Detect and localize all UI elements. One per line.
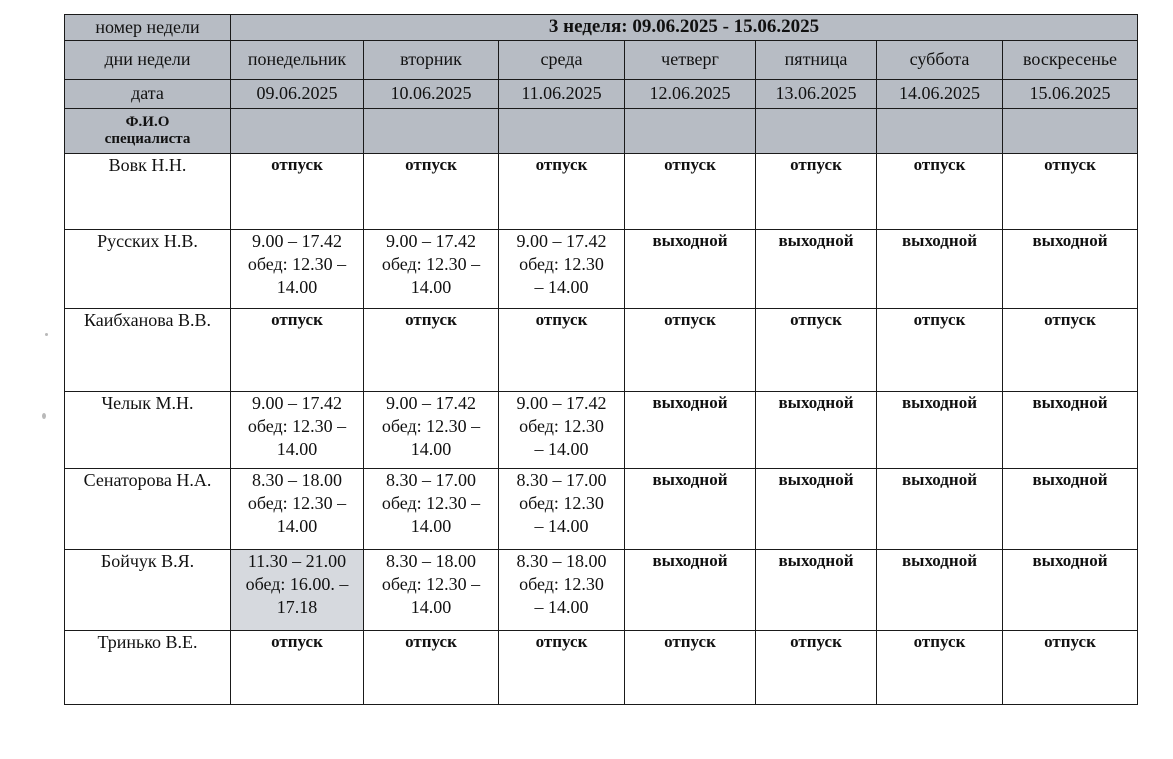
schedule-cell	[231, 469, 364, 550]
fio-label-line: специалиста	[104, 131, 191, 147]
day-header: пятница	[756, 41, 877, 80]
schedule-cell	[499, 631, 625, 705]
schedule-cell-line: 9.00 – 17.42	[252, 231, 342, 251]
schedule-cell	[625, 309, 756, 392]
schedule-cell-line: 9.00 – 17.42	[252, 393, 342, 413]
schedule-cell-line: выходной	[652, 231, 728, 250]
fio-empty-cell	[625, 109, 756, 154]
schedule-cell	[231, 230, 364, 309]
date-label: дата	[65, 80, 231, 109]
employee-name: Тринько В.Е.	[65, 631, 231, 705]
schedule-cell-line: 8.30 – 18.00	[386, 551, 476, 571]
schedule-cell-line: обед: 12.30 –	[247, 493, 347, 514]
schedule-cell	[625, 230, 756, 309]
day-header: воскресенье	[1003, 41, 1138, 80]
schedule-cell-line: отпуск	[790, 155, 842, 174]
schedule-cell-line: обед: 12.30	[519, 493, 604, 514]
schedule-cell	[364, 631, 499, 705]
schedule-cell-line: 11.30 – 21.00	[247, 551, 347, 571]
schedule-cell-line: 8.30 – 18.00	[516, 551, 607, 571]
schedule-cell	[499, 550, 625, 631]
schedule-cell	[364, 230, 499, 309]
schedule-cell	[1003, 309, 1138, 392]
schedule-cell	[231, 550, 364, 631]
days-row	[65, 41, 1138, 80]
schedule-cell-line: обед: 12.30 –	[247, 416, 347, 437]
schedule-cell	[877, 309, 1003, 392]
schedule-cell	[231, 631, 364, 705]
schedule-cell	[625, 392, 756, 469]
schedule-cell-line: 14.00	[410, 277, 452, 298]
schedule-cell	[364, 469, 499, 550]
employee-name: Русских Н.В.	[65, 230, 231, 309]
schedule-cell	[1003, 550, 1138, 631]
scan-speck-1	[45, 333, 48, 336]
schedule-cell	[364, 309, 499, 392]
employee-row	[65, 154, 1138, 230]
schedule-cell	[1003, 392, 1138, 469]
schedule-cell-line: выходной	[1032, 551, 1108, 570]
dates-row	[65, 80, 1138, 109]
schedule-cell	[877, 550, 1003, 631]
schedule-cell-line: обед: 12.30 –	[381, 254, 481, 275]
duty-schedule-table	[64, 14, 1138, 705]
schedule-cell-line: выходной	[652, 470, 728, 489]
employee-row	[65, 309, 1138, 392]
schedule-cell-line: отпуск	[790, 310, 842, 329]
schedule-cell	[756, 309, 877, 392]
employee-row	[65, 550, 1138, 631]
schedule-cell-line: обед: 12.30 –	[381, 574, 481, 595]
schedule-cell-line: выходной	[778, 231, 854, 250]
week-title: 3 неделя: 09.06.2025 - 15.06.2025	[231, 15, 1138, 41]
week-label: номер недели	[65, 15, 231, 41]
schedule-cell-line: обед: 12.30 –	[381, 416, 481, 437]
schedule-cell-line: 9.00 – 17.42	[516, 231, 607, 251]
day-header: суббота	[877, 41, 1003, 80]
schedule-cell-line: отпуск	[913, 310, 966, 329]
schedule-cell-line: выходной	[1032, 393, 1108, 412]
schedule-cell	[231, 309, 364, 392]
schedule-cell	[364, 550, 499, 631]
schedule-cell-line: отпуск	[1044, 632, 1096, 651]
schedule-cell-line: выходной	[652, 393, 728, 412]
schedule-cell	[1003, 469, 1138, 550]
schedule-cell	[499, 154, 625, 230]
schedule-cell-line: выходной	[652, 551, 728, 570]
schedule-cell-line: 8.30 – 17.00	[516, 470, 607, 490]
date-header: 09.06.2025	[231, 80, 364, 109]
schedule-cell	[877, 631, 1003, 705]
schedule-cell	[877, 392, 1003, 469]
schedule-cell-line: 14.00	[410, 516, 452, 537]
schedule-cell-line: отпуск	[1044, 310, 1096, 329]
schedule-cell	[499, 469, 625, 550]
days-label: дни недели	[65, 41, 231, 80]
date-header: 11.06.2025	[499, 80, 625, 109]
employee-name: Челык М.Н.	[65, 392, 231, 469]
schedule-cell-line: обед: 12.30	[519, 416, 604, 437]
schedule-cell-line: выходной	[778, 393, 854, 412]
fio-empty-cell	[231, 109, 364, 154]
schedule-cell-line: – 14.00	[534, 277, 589, 298]
fio-empty-cell	[877, 109, 1003, 154]
schedule-cell	[499, 392, 625, 469]
employee-row	[65, 230, 1138, 309]
schedule-cell	[1003, 230, 1138, 309]
schedule-cell-line: обед: 12.30 –	[247, 254, 347, 275]
schedule-cell-line: отпуск	[664, 310, 716, 329]
schedule-cell-line: отпуск	[535, 632, 588, 651]
schedule-cell	[625, 154, 756, 230]
schedule-cell-line: отпуск	[271, 155, 323, 174]
schedule-cell	[231, 392, 364, 469]
schedule-cell	[364, 392, 499, 469]
schedule-cell	[756, 631, 877, 705]
schedule-cell	[877, 154, 1003, 230]
schedule-cell-line: 9.00 – 17.42	[516, 393, 607, 413]
employee-name: Вовк Н.Н.	[65, 154, 231, 230]
employee-row	[65, 631, 1138, 705]
employee-row	[65, 392, 1138, 469]
schedule-cell	[756, 154, 877, 230]
schedule-cell-line: обед: 16.00. –	[245, 574, 349, 595]
schedule-cell-line: отпуск	[405, 632, 457, 651]
schedule-cell-line: отпуск	[535, 310, 588, 329]
schedule-cell-line: обед: 12.30 –	[381, 493, 481, 514]
schedule-cell	[1003, 154, 1138, 230]
schedule-cell	[499, 230, 625, 309]
schedule-cell-line: отпуск	[271, 310, 323, 329]
day-header: среда	[499, 41, 625, 80]
date-header: 10.06.2025	[364, 80, 499, 109]
day-header: вторник	[364, 41, 499, 80]
week-row	[65, 15, 1138, 41]
schedule-cell-line: выходной	[778, 470, 854, 489]
schedule-cell	[364, 154, 499, 230]
schedule-cell	[231, 154, 364, 230]
fio-header-row	[65, 109, 1138, 154]
schedule-cell-line: обед: 12.30	[519, 574, 604, 595]
schedule-cell-line: 9.00 – 17.42	[386, 393, 476, 413]
schedule-cell-line: обед: 12.30	[519, 254, 604, 275]
day-header: понедельник	[231, 41, 364, 80]
schedule-cell-line: – 14.00	[534, 597, 589, 618]
date-header: 15.06.2025	[1003, 80, 1138, 109]
schedule-cell	[625, 469, 756, 550]
schedule-cell	[625, 631, 756, 705]
schedule-cell-line: отпуск	[271, 632, 323, 651]
schedule-cell-line: отпуск	[664, 632, 716, 651]
schedule-cell-line: отпуск	[405, 155, 457, 174]
employee-name: Каибханова В.В.	[65, 309, 231, 392]
schedule-cell	[1003, 631, 1138, 705]
fio-empty-cell	[499, 109, 625, 154]
schedule-cell-line: выходной	[901, 231, 977, 250]
schedule-cell-line: выходной	[1032, 231, 1108, 250]
schedule-cell-line: отпуск	[1044, 155, 1096, 174]
fio-empty-cell	[364, 109, 499, 154]
schedule-cell-line: 14.00	[410, 597, 452, 618]
employee-name: Бойчук В.Я.	[65, 550, 231, 631]
schedule-cell-line: – 14.00	[534, 516, 589, 537]
schedule-cell-line: отпуск	[913, 155, 966, 174]
fio-label-line: Ф.И.О	[125, 113, 170, 130]
schedule-cell	[756, 469, 877, 550]
schedule-cell-line: 14.00	[410, 439, 452, 460]
schedule-cell-line: выходной	[901, 393, 977, 412]
date-header: 12.06.2025	[625, 80, 756, 109]
employee-name: Сенаторова Н.А.	[65, 469, 231, 550]
schedule-cell-line: 14.00	[276, 516, 318, 537]
fio-empty-cell	[756, 109, 877, 154]
schedule-cell-line: выходной	[1032, 470, 1108, 489]
schedule-cell-line: 14.00	[276, 277, 318, 298]
schedule-cell-line: выходной	[901, 470, 977, 489]
schedule-cell-line: выходной	[901, 551, 977, 570]
employee-row	[65, 469, 1138, 550]
schedule-cell	[756, 230, 877, 309]
schedule-cell	[877, 469, 1003, 550]
date-header: 14.06.2025	[877, 80, 1003, 109]
day-header: четверг	[625, 41, 756, 80]
schedule-cell	[877, 230, 1003, 309]
schedule-cell-line: 17.18	[276, 597, 318, 618]
schedule-cell	[625, 550, 756, 631]
schedule-cell-line: 8.30 – 18.00	[252, 470, 342, 490]
fio-empty-cell	[1003, 109, 1138, 154]
date-header: 13.06.2025	[756, 80, 877, 109]
schedule-cell	[756, 550, 877, 631]
fio-label	[65, 109, 231, 154]
schedule-cell-line: – 14.00	[534, 439, 589, 460]
schedule-cell-line: отпуск	[913, 632, 966, 651]
schedule-cell	[499, 309, 625, 392]
schedule-cell-line: 8.30 – 17.00	[386, 470, 476, 490]
schedule-cell-line: отпуск	[535, 155, 588, 174]
schedule-cell-line: выходной	[778, 551, 854, 570]
schedule-cell-line: отпуск	[790, 632, 842, 651]
schedule-cell	[756, 392, 877, 469]
schedule-cell-line: отпуск	[664, 155, 716, 174]
schedule-cell-line: отпуск	[405, 310, 457, 329]
schedule-cell-line: 14.00	[276, 439, 318, 460]
scan-speck-2	[42, 413, 46, 419]
schedule-cell-line: 9.00 – 17.42	[386, 231, 476, 251]
